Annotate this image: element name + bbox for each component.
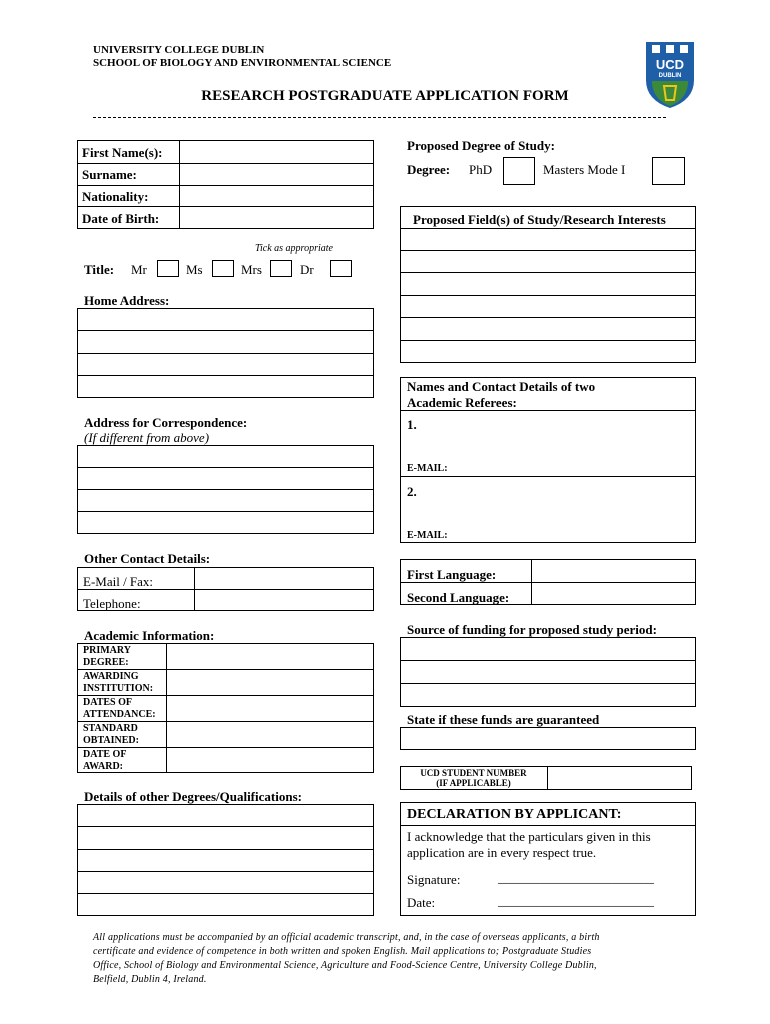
funding-line-2[interactable] xyxy=(401,661,695,683)
other-degrees-line-4[interactable] xyxy=(78,872,373,893)
field-of-study-line-2[interactable] xyxy=(401,251,695,272)
referee-1-number: 1. xyxy=(407,417,417,432)
student-number-field[interactable] xyxy=(548,767,691,789)
title-option-mr: Mr xyxy=(131,262,147,277)
other-degrees-line-5[interactable] xyxy=(78,894,373,915)
academic-row-label: STANDARD OBTAINED: xyxy=(83,723,139,746)
home-address-line-4[interactable] xyxy=(78,376,373,397)
degree-heading: Proposed Degree of Study: xyxy=(407,138,555,153)
title-option-mrs: Mrs xyxy=(241,262,262,277)
title-option-dr: Dr xyxy=(300,262,314,277)
surname-field[interactable] xyxy=(180,164,373,185)
declaration-text-line2: application are in every respect true. xyxy=(407,845,597,860)
funding-line-3[interactable] xyxy=(401,684,695,706)
masters-checkbox[interactable] xyxy=(652,157,685,185)
correspondence-hint: (If different from above) xyxy=(84,430,210,445)
academic-row-label: PRIMARY DEGREE: xyxy=(83,645,131,668)
correspondence-label: Address for Correspondence: xyxy=(84,415,248,430)
funds-guaranteed-field[interactable] xyxy=(400,727,696,750)
first-names-field[interactable] xyxy=(180,141,373,163)
nationality-field[interactable] xyxy=(180,186,373,206)
primary-degree-field[interactable] xyxy=(167,644,373,669)
other-degrees-line-1[interactable] xyxy=(78,805,373,826)
referee-1-email-label: E-MAIL: xyxy=(407,463,448,474)
referees-heading-line2: Academic Referees: xyxy=(407,395,517,410)
date-label: Date: xyxy=(407,895,436,910)
university-name: UNIVERSITY COLLEGE DUBLIN xyxy=(93,44,265,56)
home-address-line-3[interactable] xyxy=(78,354,373,375)
nationality-label: Nationality: xyxy=(82,189,149,204)
phd-checkbox[interactable] xyxy=(503,157,535,185)
standard-obtained-field[interactable] xyxy=(167,722,373,747)
field-of-study-line-1[interactable] xyxy=(401,229,695,250)
first-language-label: First Language: xyxy=(407,567,497,582)
first-language-field[interactable] xyxy=(532,560,695,582)
academic-row-label: AWARDING INSTITUTION: xyxy=(83,671,154,694)
date-of-award-field[interactable] xyxy=(167,748,373,772)
referee-2-details-field[interactable] xyxy=(420,477,695,527)
logo-text-dublin: DUBLIN xyxy=(658,73,682,79)
field-of-study-line-4[interactable] xyxy=(401,296,695,317)
home-address-line-2[interactable] xyxy=(78,331,373,353)
home-address-line-1[interactable] xyxy=(78,309,373,330)
correspondence-line-3[interactable] xyxy=(78,490,373,511)
telephone-label: Telephone: xyxy=(83,596,141,611)
first-names-label: First Name(s): xyxy=(82,145,163,160)
title-mr-checkbox[interactable] xyxy=(157,260,179,277)
declaration-text-line1: I acknowledge that the particulars given in this xyxy=(407,829,651,844)
telephone-field[interactable] xyxy=(195,590,373,610)
phd-label: PhD xyxy=(469,162,493,177)
referee-2-email-field[interactable] xyxy=(455,528,695,542)
contact-heading: Other Contact Details: xyxy=(84,551,211,566)
tick-hint: Tick as appropriate xyxy=(255,243,333,254)
academic-row-label: DATES OF ATTENDANCE: xyxy=(83,697,156,720)
correspondence-line-4[interactable] xyxy=(78,512,373,533)
signature-label: Signature: xyxy=(407,872,461,887)
title-dr-checkbox[interactable] xyxy=(330,260,352,277)
date-line[interactable]: ________________________ xyxy=(498,893,654,908)
email-fax-label: E-Mail / Fax: xyxy=(83,574,154,589)
title-option-ms: Ms xyxy=(186,262,203,277)
school-name: SCHOOL OF BIOLOGY AND ENVIRONMENTAL SCIENCE xyxy=(93,57,392,69)
title-underline xyxy=(93,117,666,118)
awarding-institution-field[interactable] xyxy=(167,670,373,695)
academic-row-label: DATE OF AWARD: xyxy=(83,749,127,772)
second-language-label: Second Language: xyxy=(407,590,510,605)
dates-attendance-field[interactable] xyxy=(167,696,373,721)
referee-1-details-field[interactable] xyxy=(420,411,695,461)
degree-label: Degree: xyxy=(407,162,451,177)
funding-line-1[interactable] xyxy=(401,638,695,660)
academic-heading: Academic Information: xyxy=(84,628,215,643)
referee-2-email-label: E-MAIL: xyxy=(407,530,448,541)
referee-2-number: 2. xyxy=(407,484,417,499)
form-title: RESEARCH POSTGRADUATE APPLICATION FORM xyxy=(201,88,569,104)
signature-line[interactable]: ________________________ xyxy=(498,870,654,885)
title-mrs-checkbox[interactable] xyxy=(270,260,292,277)
declaration-heading: DECLARATION BY APPLICANT: xyxy=(407,807,622,822)
logo-text-ucd: UCD xyxy=(655,57,685,72)
funding-heading: Source of funding for proposed study period: xyxy=(407,622,657,637)
masters-label: Masters Mode I xyxy=(543,162,626,177)
footer-note: All applications must be accompanied by an official academic transcript, and, in the case of overseas applicants, a birth certificate and evidence of competence in both written and spoken English. Mail applications to; Postgraduate Studies Office, School of Biology and Environmental Science, Agriculture and Food-Science Centre, University College Dublin, Belfield, Dublin 4, Ireland. xyxy=(93,932,600,985)
surname-label: Surname: xyxy=(82,167,137,182)
referee-1-email-field[interactable] xyxy=(455,461,695,476)
home-address-label: Home Address: xyxy=(84,293,170,308)
title-ms-checkbox[interactable] xyxy=(212,260,234,277)
correspondence-line-2[interactable] xyxy=(78,468,373,489)
title-label: Title: xyxy=(84,262,115,277)
other-degrees-heading: Details of other Degrees/Qualifications: xyxy=(84,789,302,804)
referees-heading-line1: Names and Contact Details of two xyxy=(407,379,596,394)
correspondence-line-1[interactable] xyxy=(78,446,373,467)
fields-of-study-heading: Proposed Field(s) of Study/Research Interests xyxy=(413,212,666,227)
funds-guaranteed-label: State if these funds are guaranteed xyxy=(407,712,600,727)
other-degrees-line-3[interactable] xyxy=(78,850,373,871)
other-degrees-line-2[interactable] xyxy=(78,827,373,849)
email-fax-field[interactable] xyxy=(195,568,373,589)
field-of-study-line-6[interactable] xyxy=(401,341,695,362)
field-of-study-line-3[interactable] xyxy=(401,273,695,295)
second-language-field[interactable] xyxy=(532,583,695,604)
student-number-label: UCD STUDENT NUMBER (IF APPLICABLE) xyxy=(420,768,527,788)
field-of-study-line-5[interactable] xyxy=(401,318,695,340)
dob-label: Date of Birth: xyxy=(82,211,160,226)
dob-field[interactable] xyxy=(180,207,373,228)
